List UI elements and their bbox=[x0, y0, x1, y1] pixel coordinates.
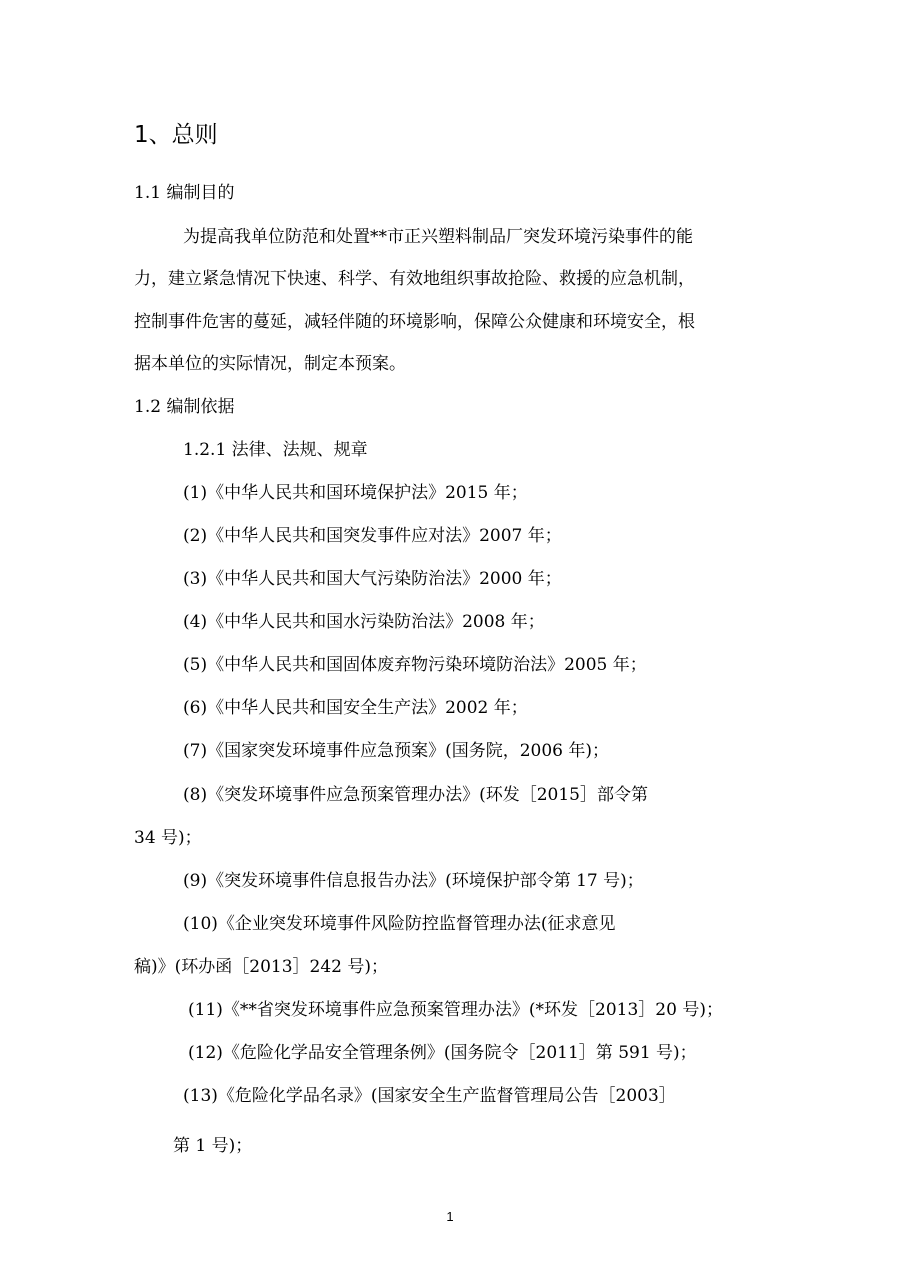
page-number: 1 bbox=[446, 1209, 454, 1224]
section-heading-1-2: 1.2 编制依据 bbox=[134, 397, 235, 417]
law-list-item-continuation: 第 1 号)； bbox=[173, 1136, 253, 1156]
law-list-item-continuation: 稿)》(环办函［2013］242 号)； bbox=[134, 957, 389, 977]
law-list-item: (5)《中华人民共和国固体废弃物污染环境防治法》2005 年； bbox=[183, 655, 647, 675]
law-list-item: (7)《国家突发环境事件应急预案》(国务院，2006 年)； bbox=[183, 741, 610, 761]
law-list-item: (1)《中华人民共和国环境保护法》2015 年； bbox=[183, 483, 528, 503]
law-list-item: (13)《危险化学品名录》(国家安全生产监督管理局公告［2003］ bbox=[183, 1086, 676, 1106]
law-list-item: (10)《企业突发环境事件风险防控监督管理办法(征求意见 bbox=[183, 914, 616, 934]
subsection-heading-1-2-1: 1.2.1 法律、法规、规章 bbox=[183, 440, 368, 460]
purpose-paragraph-line: 为提高我单位防范和处置**市正兴塑料制品厂突发环境污染事件的能 bbox=[183, 227, 693, 247]
law-list-item: (4)《中华人民共和国水污染防治法》2008 年； bbox=[183, 612, 545, 632]
law-list-item: (9)《突发环境事件信息报告办法》(环境保护部令第 17 号)； bbox=[183, 871, 644, 891]
law-list-item: (2)《中华人民共和国突发事件应对法》2007 年； bbox=[183, 526, 562, 546]
law-list-item: (6)《中华人民共和国安全生产法》2002 年； bbox=[183, 698, 528, 718]
purpose-paragraph-line: 据本单位的实际情况，制定本预案。 bbox=[134, 354, 406, 374]
law-list-item: (11)《**省突发环境事件应急预案管理办法》(*环发［2013］20 号)； bbox=[188, 1000, 723, 1020]
purpose-paragraph-line: 力，建立紧急情况下快速、科学、有效地组织事故抢险、救援的应急机制， bbox=[134, 269, 695, 289]
law-list-item: (8)《突发环境事件应急预案管理办法》(环发［2015］部令第 bbox=[183, 785, 648, 805]
law-list-item-continuation: 34 号)； bbox=[134, 828, 202, 848]
law-list-item: (12)《危险化学品安全管理条例》(国务院令［2011］第 591 号)； bbox=[188, 1043, 697, 1063]
chapter-heading: 1、总则 bbox=[134, 122, 218, 148]
law-list-item: (3)《中华人民共和国大气污染防治法》2000 年； bbox=[183, 569, 562, 589]
purpose-paragraph-line: 控制事件危害的蔓延，减轻伴随的环境影响，保障公众健康和环境安全，根 bbox=[134, 312, 695, 332]
section-heading-1-1: 1.1 编制目的 bbox=[134, 183, 235, 203]
